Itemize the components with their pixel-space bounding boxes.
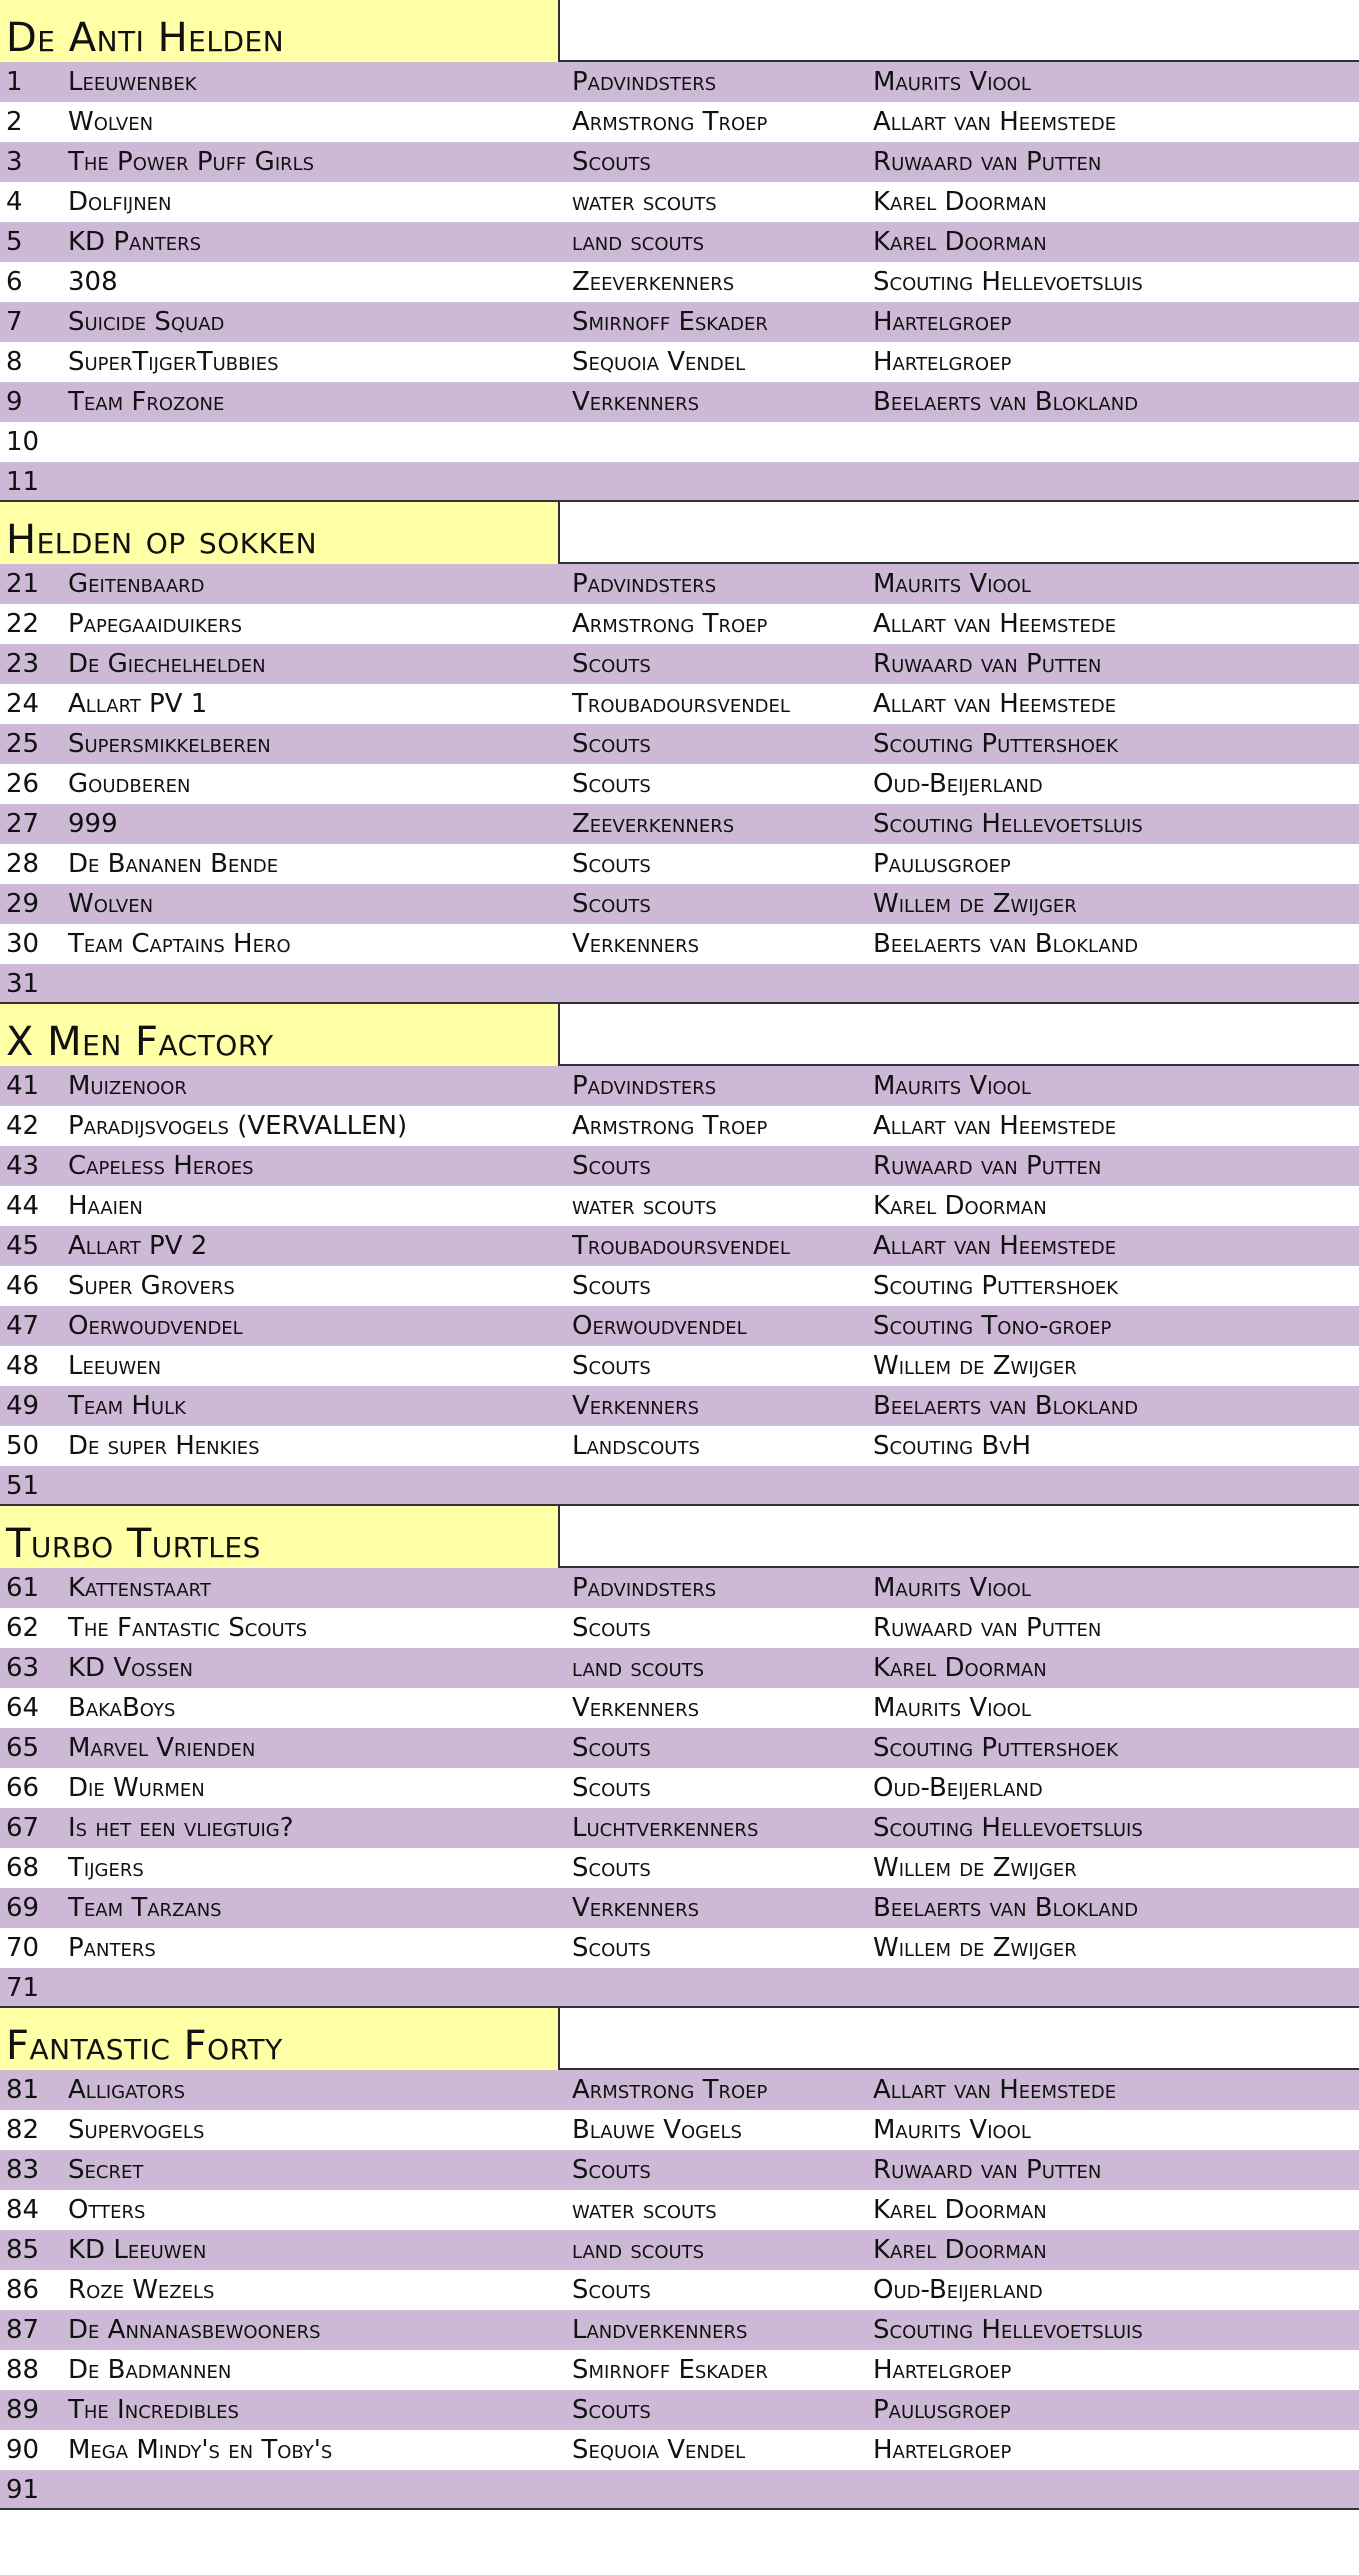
team-name: Is het een vliegtuig? — [68, 1813, 294, 1843]
group-header — [0, 1004, 1359, 1066]
scout-group: Paulusgroep — [873, 2395, 1011, 2425]
table-row — [0, 644, 1359, 684]
team-section: Scouts — [572, 889, 651, 919]
team-number: 61 — [6, 1573, 40, 1603]
scout-group: Ruwaard van Putten — [873, 649, 1102, 679]
team-section: Padvindsters — [572, 1071, 717, 1101]
team-number: 65 — [6, 1733, 40, 1763]
scout-group: Beelaerts van Blokland — [873, 1893, 1139, 1923]
team-name: Otters — [68, 2195, 146, 2225]
table-row — [0, 884, 1359, 924]
scout-group: Paulusgroep — [873, 849, 1011, 879]
scout-group: Karel Doorman — [873, 227, 1047, 257]
team-name — [68, 462, 563, 502]
table-row — [0, 62, 1359, 102]
table-row — [0, 1608, 1359, 1648]
table-row — [0, 262, 1359, 302]
table-row — [0, 1466, 1359, 1506]
scout-group: Scouting BvH — [873, 1431, 1032, 1461]
team-number: 48 — [6, 1351, 40, 1381]
table-row — [0, 604, 1359, 644]
team-number: 83 — [6, 2155, 40, 2185]
team-section: Sequoia Vendel — [572, 2435, 746, 2465]
group-title: Turbo Turtles — [0, 1506, 560, 1568]
table-row — [0, 964, 1359, 1004]
scout-group: Scouting Hellevoetsluis — [873, 1813, 1143, 1843]
team-name: Paradijsvogels (VERVALLEN) — [68, 1111, 408, 1141]
team-section: Oerwoudvendel — [572, 1311, 747, 1341]
table-row — [0, 1808, 1359, 1848]
scout-group: Ruwaard van Putten — [873, 147, 1102, 177]
table-row — [0, 422, 1359, 462]
team-name: De Giechelhelden — [68, 649, 266, 679]
team-number: 69 — [6, 1893, 40, 1923]
team-section: Scouts — [572, 769, 651, 799]
team-name — [68, 1968, 563, 2008]
team-number: 43 — [6, 1151, 40, 1181]
team-number: 41 — [6, 1071, 40, 1101]
team-section: land scouts — [572, 227, 705, 257]
table-row — [0, 1426, 1359, 1466]
scout-group: Ruwaard van Putten — [873, 2155, 1102, 2185]
team-section: Scouts — [572, 1773, 651, 1803]
team-name: Supervogels — [68, 2115, 205, 2145]
team-number: 29 — [6, 889, 40, 919]
team-section: Scouts — [572, 1853, 651, 1883]
team-section: Armstrong Troep — [572, 2075, 768, 2105]
team-section: Armstrong Troep — [572, 107, 768, 137]
scout-group: Karel Doorman — [873, 2235, 1047, 2265]
team-section: Verkenners — [572, 387, 700, 417]
team-name: De super Henkies — [68, 1431, 260, 1461]
group-header — [0, 1506, 1359, 1568]
team-name: KD Vossen — [68, 1653, 193, 1683]
team-number: 51 — [6, 1471, 40, 1501]
group-header — [0, 0, 1359, 62]
table-row — [0, 382, 1359, 422]
team-section: Padvindsters — [572, 1573, 717, 1603]
team-group — [0, 2008, 1359, 2510]
team-section: Troubadoursvendel — [572, 689, 790, 719]
table-row — [0, 924, 1359, 964]
table-row — [0, 1146, 1359, 1186]
team-section: Scouts — [572, 1271, 651, 1301]
team-section: Scouts — [572, 649, 651, 679]
table-row — [0, 102, 1359, 142]
team-section — [572, 964, 870, 1004]
team-number: 71 — [6, 1973, 40, 2003]
team-number: 11 — [6, 467, 40, 497]
team-section: Scouts — [572, 2275, 651, 2305]
team-section: land scouts — [572, 2235, 705, 2265]
scout-group: Karel Doorman — [873, 1191, 1047, 1221]
team-section: Scouts — [572, 729, 651, 759]
table-row — [0, 1888, 1359, 1928]
team-number: 23 — [6, 649, 40, 679]
team-section: Scouts — [572, 849, 651, 879]
group-header — [0, 2008, 1359, 2070]
team-number: 86 — [6, 2275, 40, 2305]
group-header — [0, 502, 1359, 564]
team-name: The Fantastic Scouts — [68, 1613, 308, 1643]
team-name: Kattenstaart — [68, 1573, 211, 1603]
team-name — [68, 422, 563, 462]
team-section: Scouts — [572, 2395, 651, 2425]
table-row — [0, 2390, 1359, 2430]
team-number: 7 — [6, 307, 23, 337]
scout-group: Willem de Zwijger — [873, 1933, 1077, 1963]
team-number: 91 — [6, 2475, 40, 2505]
table-row — [0, 302, 1359, 342]
team-number: 82 — [6, 2115, 40, 2145]
scout-group: Oud-Beijerland — [873, 1773, 1043, 1803]
table-row — [0, 342, 1359, 382]
team-name — [68, 1466, 563, 1506]
team-number: 63 — [6, 1653, 40, 1683]
team-name: Leeuwen — [68, 1351, 162, 1381]
team-name: Muizenoor — [68, 1071, 187, 1101]
group-title: Helden op sokken — [0, 502, 560, 564]
team-name: Leeuwenbek — [68, 67, 197, 97]
team-number: 6 — [6, 267, 23, 297]
team-group — [0, 1506, 1359, 2008]
team-section: Scouts — [572, 1933, 651, 1963]
table-row — [0, 724, 1359, 764]
team-section: Armstrong Troep — [572, 1111, 768, 1141]
table-row — [0, 1768, 1359, 1808]
scout-group: Scouting Tono-groep — [873, 1311, 1112, 1341]
scout-group: Scouting Puttershoek — [873, 1733, 1119, 1763]
team-name: Die Wurmen — [68, 1773, 205, 1803]
team-name — [68, 2470, 563, 2510]
team-number: 28 — [6, 849, 40, 879]
team-section: Padvindsters — [572, 67, 717, 97]
team-number: 22 — [6, 609, 40, 639]
team-name: Team Tarzans — [68, 1893, 222, 1923]
team-name: Super Grovers — [68, 1271, 235, 1301]
scout-group: Scouting Puttershoek — [873, 729, 1119, 759]
team-number: 47 — [6, 1311, 40, 1341]
scout-group: Oud-Beijerland — [873, 769, 1043, 799]
table-row — [0, 2230, 1359, 2270]
team-name: Geitenbaard — [68, 569, 205, 599]
table-row — [0, 844, 1359, 884]
team-number: 45 — [6, 1231, 40, 1261]
team-section: Verkenners — [572, 1893, 700, 1923]
table-row — [0, 564, 1359, 604]
scout-group: Ruwaard van Putten — [873, 1151, 1102, 1181]
team-name: Capeless Heroes — [68, 1151, 254, 1181]
table-row — [0, 1568, 1359, 1608]
team-name: The Incredibles — [68, 2395, 239, 2425]
team-number: 70 — [6, 1933, 40, 1963]
team-name: Oerwoudvendel — [68, 1311, 243, 1341]
team-name: Wolven — [68, 889, 154, 919]
table-row — [0, 764, 1359, 804]
scout-group: Maurits Viool — [873, 67, 1031, 97]
team-section: Landscouts — [572, 1431, 700, 1461]
team-name: KD Leeuwen — [68, 2235, 207, 2265]
scout-group: Maurits Viool — [873, 1573, 1031, 1603]
team-name: Mega Mindy's en Toby's — [68, 2435, 333, 2465]
team-section: water scouts — [572, 2195, 717, 2225]
table-row — [0, 1728, 1359, 1768]
team-section: Zeeverkenners — [572, 809, 735, 839]
scout-group: Willem de Zwijger — [873, 1351, 1077, 1381]
team-name: Goudberen — [68, 769, 191, 799]
team-number: 27 — [6, 809, 40, 839]
scout-group: Allart van Heemstede — [873, 609, 1117, 639]
table-row — [0, 2150, 1359, 2190]
scout-group: Allart van Heemstede — [873, 689, 1117, 719]
table-row — [0, 1848, 1359, 1888]
team-section — [572, 422, 870, 462]
team-number: 44 — [6, 1191, 40, 1221]
team-number: 81 — [6, 2075, 40, 2105]
team-number: 5 — [6, 227, 23, 257]
team-name: Papegaaiduikers — [68, 609, 243, 639]
table-row — [0, 2070, 1359, 2110]
team-number: 42 — [6, 1111, 40, 1141]
table-row — [0, 2310, 1359, 2350]
team-number: 2 — [6, 107, 23, 137]
team-section: Scouts — [572, 1351, 651, 1381]
team-number: 49 — [6, 1391, 40, 1421]
table-row — [0, 804, 1359, 844]
table-row — [0, 2430, 1359, 2470]
scout-group — [873, 462, 1353, 502]
scout-group — [873, 422, 1353, 462]
team-section: Scouts — [572, 1151, 651, 1181]
team-section — [572, 1968, 870, 2008]
scout-group: Allart van Heemstede — [873, 1111, 1117, 1141]
table-row — [0, 1386, 1359, 1426]
scout-group: Maurits Viool — [873, 569, 1031, 599]
scout-group: Scouting Hellevoetsluis — [873, 267, 1143, 297]
table-row — [0, 684, 1359, 724]
scout-group: Scouting Puttershoek — [873, 1271, 1119, 1301]
team-number: 85 — [6, 2235, 40, 2265]
scout-group: Beelaerts van Blokland — [873, 387, 1139, 417]
table-row — [0, 1306, 1359, 1346]
table-row — [0, 1688, 1359, 1728]
team-name: Team Hulk — [68, 1391, 186, 1421]
team-section: Troubadoursvendel — [572, 1231, 790, 1261]
team-name: Team Frozone — [68, 387, 225, 417]
table-row — [0, 1648, 1359, 1688]
team-name: Suicide Squad — [68, 307, 225, 337]
team-section: Padvindsters — [572, 569, 717, 599]
team-number: 89 — [6, 2395, 40, 2425]
team-section: Scouts — [572, 1613, 651, 1643]
team-name — [68, 964, 563, 1004]
team-section: Landverkenners — [572, 2315, 748, 2345]
team-number: 88 — [6, 2355, 40, 2385]
team-section: Blauwe Vogels — [572, 2115, 742, 2145]
scout-group — [873, 1466, 1353, 1506]
scout-group: Allart van Heemstede — [873, 2075, 1117, 2105]
team-name: Allart PV 2 — [68, 1231, 208, 1261]
table-row — [0, 1266, 1359, 1306]
team-name: De Badmannen — [68, 2355, 232, 2385]
team-number: 1 — [6, 67, 23, 97]
team-number: 87 — [6, 2315, 40, 2345]
team-number: 10 — [6, 427, 40, 457]
table-row — [0, 1968, 1359, 2008]
group-title: X Men Factory — [0, 1004, 560, 1066]
team-name: Dolfijnen — [68, 187, 172, 217]
scout-group: Beelaerts van Blokland — [873, 1391, 1139, 1421]
team-number: 84 — [6, 2195, 40, 2225]
team-section: water scouts — [572, 1191, 717, 1221]
team-number: 21 — [6, 569, 40, 599]
team-number: 64 — [6, 1693, 40, 1723]
scout-group: Scouting Hellevoetsluis — [873, 809, 1143, 839]
team-name: Secret — [68, 2155, 144, 2185]
team-name: Marvel Vrienden — [68, 1733, 256, 1763]
scout-group: Beelaerts van Blokland — [873, 929, 1139, 959]
table-row — [0, 2110, 1359, 2150]
team-name: SuperTijgerTubbies — [68, 347, 279, 377]
team-number: 30 — [6, 929, 40, 959]
team-number: 62 — [6, 1613, 40, 1643]
scout-group: Hartelgroep — [873, 347, 1012, 377]
team-section — [572, 2470, 870, 2510]
team-number: 50 — [6, 1431, 40, 1461]
team-name: The Power Puff Girls — [68, 147, 315, 177]
team-section: Luchtverkenners — [572, 1813, 759, 1843]
team-name: Wolven — [68, 107, 154, 137]
team-name: BakaBoys — [68, 1693, 176, 1723]
team-name: Supersmikkelberen — [68, 729, 271, 759]
scout-group: Hartelgroep — [873, 2435, 1012, 2465]
team-name: Panters — [68, 1933, 156, 1963]
team-section: land scouts — [572, 1653, 705, 1683]
table-row — [0, 1226, 1359, 1266]
team-name: Team Captains Hero — [68, 929, 291, 959]
scout-group: Karel Doorman — [873, 1653, 1047, 1683]
team-number: 31 — [6, 969, 40, 999]
team-name: Allart PV 1 — [68, 689, 208, 719]
team-number: 4 — [6, 187, 23, 217]
table-row — [0, 2350, 1359, 2390]
team-section: Sequoia Vendel — [572, 347, 746, 377]
team-name: Haaien — [68, 1191, 143, 1221]
table-row — [0, 1928, 1359, 1968]
team-section: Armstrong Troep — [572, 609, 768, 639]
team-section: Smirnoff Eskader — [572, 307, 768, 337]
team-section: Verkenners — [572, 929, 700, 959]
scout-group: Allart van Heemstede — [873, 107, 1117, 137]
scout-group: Willem de Zwijger — [873, 889, 1077, 919]
team-number: 26 — [6, 769, 40, 799]
team-number: 67 — [6, 1813, 40, 1843]
scout-group: Ruwaard van Putten — [873, 1613, 1102, 1643]
table-row — [0, 182, 1359, 222]
team-name: KD Panters — [68, 227, 202, 257]
group-title: De Anti Helden — [0, 0, 560, 62]
team-section: Zeeverkenners — [572, 267, 735, 297]
team-name: 999 — [68, 809, 118, 839]
table-row — [0, 1186, 1359, 1226]
team-name: Roze Wezels — [68, 2275, 215, 2305]
team-section: Scouts — [572, 1733, 651, 1763]
team-number: 8 — [6, 347, 23, 377]
team-group — [0, 502, 1359, 1004]
team-section: Verkenners — [572, 1693, 700, 1723]
team-group — [0, 1004, 1359, 1506]
scout-group: Scouting Hellevoetsluis — [873, 2315, 1143, 2345]
team-group — [0, 0, 1359, 502]
team-section — [572, 1466, 870, 1506]
team-number: 24 — [6, 689, 40, 719]
table-row — [0, 142, 1359, 182]
scout-group: Hartelgroep — [873, 307, 1012, 337]
team-section: Scouts — [572, 147, 651, 177]
scout-group: Maurits Viool — [873, 2115, 1031, 2145]
scout-group: Oud-Beijerland — [873, 2275, 1043, 2305]
team-section — [572, 462, 870, 502]
team-section: Smirnoff Eskader — [572, 2355, 768, 2385]
team-name: Alligators — [68, 2075, 186, 2105]
table-row — [0, 2190, 1359, 2230]
team-number: 46 — [6, 1271, 40, 1301]
team-section: Scouts — [572, 2155, 651, 2185]
scout-group: Allart van Heemstede — [873, 1231, 1117, 1261]
team-section: water scouts — [572, 187, 717, 217]
scout-group — [873, 2470, 1353, 2510]
scout-group: Maurits Viool — [873, 1693, 1031, 1723]
scout-group — [873, 1968, 1353, 2008]
table-row — [0, 1066, 1359, 1106]
team-name: De Bananen Bende — [68, 849, 279, 879]
scout-group: Willem de Zwijger — [873, 1853, 1077, 1883]
scout-group: Maurits Viool — [873, 1071, 1031, 1101]
team-number: 25 — [6, 729, 40, 759]
team-number: 3 — [6, 147, 23, 177]
team-section: Verkenners — [572, 1391, 700, 1421]
team-number: 66 — [6, 1773, 40, 1803]
scout-group — [873, 964, 1353, 1004]
team-number: 9 — [6, 387, 23, 417]
table-row — [0, 462, 1359, 502]
scout-group: Karel Doorman — [873, 2195, 1047, 2225]
team-name: De Annanasbewooners — [68, 2315, 321, 2345]
group-title: Fantastic Forty — [0, 2008, 560, 2070]
team-number: 68 — [6, 1853, 40, 1883]
team-number: 90 — [6, 2435, 40, 2465]
table-row — [0, 1346, 1359, 1386]
table-row — [0, 222, 1359, 262]
table-row — [0, 2270, 1359, 2310]
team-name: 308 — [68, 267, 118, 297]
table-row — [0, 2470, 1359, 2510]
table-row — [0, 1106, 1359, 1146]
scout-group: Karel Doorman — [873, 187, 1047, 217]
scout-group: Hartelgroep — [873, 2355, 1012, 2385]
team-name: Tijgers — [68, 1853, 144, 1883]
